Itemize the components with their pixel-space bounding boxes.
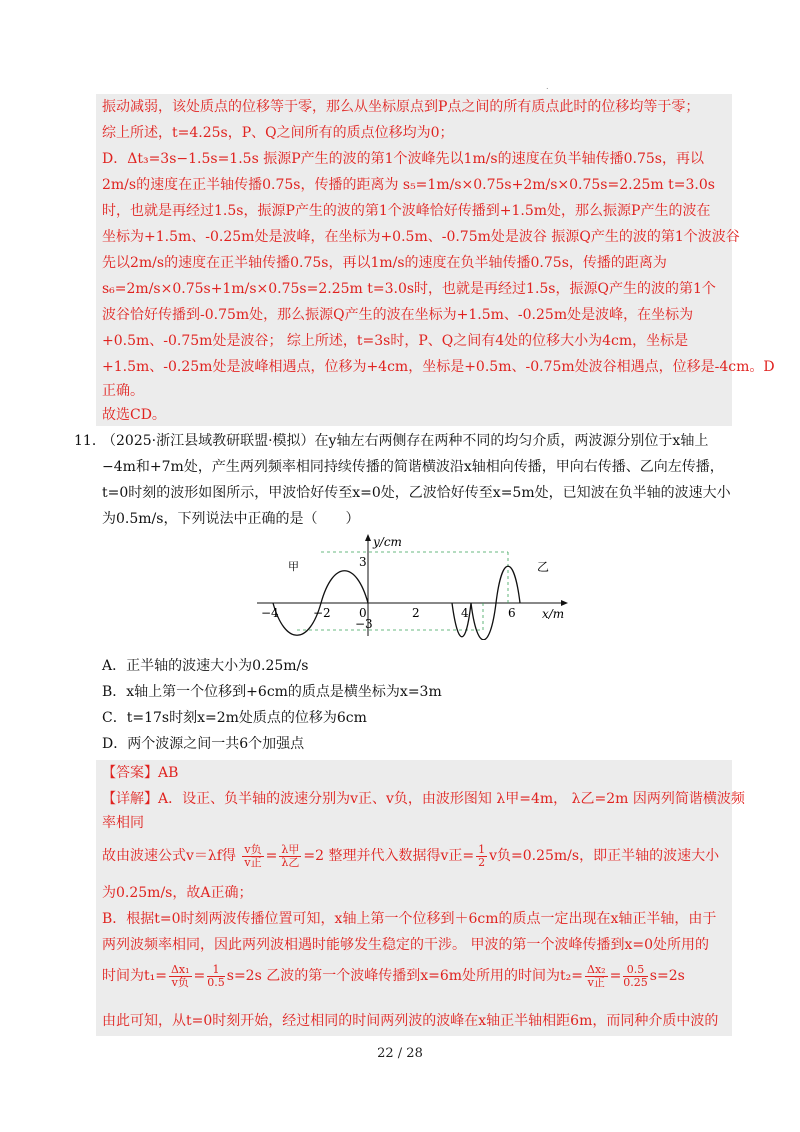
solution-line: 先以2m/s的速度在正半轴传播0.75s，再以1m/s的速度在负半轴传播0.75s，传播的距离为 — [102, 255, 667, 271]
solution-line: 坐标为+1.5m、-0.25m处是波峰，在坐标为+0.5m、-0.75m处是波谷 振源Q产生的波的第1个波波谷 — [102, 229, 740, 245]
x-tick-label: −4 — [261, 606, 279, 620]
x-tick-label: 4 — [461, 606, 469, 620]
wave-figure — [255, 532, 575, 640]
fraction: $\frac{\text{v负}}{\text{v正}}$ — [244, 842, 262, 869]
fraction: $\frac{\text{Δx₂}}{\text{v正}}$ — [587, 962, 606, 989]
analysis-formula-line: 故由波速公式v＝λf得 $\frac{\text{v负}}{\text{v正}}$ = $\frac{\text{λ甲}}{\text{λ乙}}$ =2 整理并代入数据得v正= $\frac{1}{2}$ v负=0.25m/s，即正半轴的波速大小 — [102, 842, 720, 869]
wave-right-label: 乙 — [537, 560, 550, 574]
question-stem-line: t=0时刻的波形如图所示，甲波恰好传至x=0处，乙波恰好传至x=5m处，已知波在负半轴的波速大小 — [102, 485, 731, 501]
page-number: 22 / 28 — [377, 1046, 423, 1061]
analysis-line: 由此可知，从t=0时刻开始，经过相同的时间两列波的波峰在x轴正半轴相距6m，而同种介质中波的 — [102, 1013, 719, 1029]
fraction: $\frac{1}{2}$ — [478, 842, 486, 869]
y-tick-label: −3 — [355, 617, 373, 631]
answer-label: 【答案】AB — [102, 765, 179, 781]
wave-left-label: 甲 — [288, 560, 299, 573]
option-d: D．两个波源之间一共6个加强点 — [102, 736, 305, 752]
page-marker: . — [546, 82, 549, 91]
solution-line: D．Δt₃=3s−1.5s=1.5s 振源P产生的波的第1个波峰先以1m/s的速度在负半轴传播0.75s，再以 — [102, 151, 704, 167]
solution-line: 振动减弱，该处质点的位移等于零，那么从坐标原点到P点之间的所有质点此时的位移均等于零； — [102, 99, 700, 115]
solution-line: 综上所述，t=4.25s，P、Q之间所有的质点位移均为0； — [102, 125, 454, 141]
analysis-formula-line: 时间为t₁= $\frac{\text{Δx₁}}{\text{v负}}$ = $\frac{1}{0.5}$ s=2s 乙波的第一个波峰传播到x=6m处所用的时间为t₂= $\frac{\text{Δx₂}}{\text{v正}}$ = $\frac{0.5}{0.25}$ s=2s — [102, 962, 685, 989]
option-b: B．x轴上第一个位移到+6cm的质点是横坐标为x=3m — [102, 684, 442, 700]
analysis-line: B．根据t=0时刻两波传播位置可知，x轴上第一个位移到＋6cm的质点一定出现在x轴正半轴，由于 — [102, 911, 717, 927]
question-number: 11． — [74, 433, 106, 449]
y-axis-label: y/cm — [373, 535, 402, 549]
x-tick-label: 6 — [508, 606, 516, 620]
option-a: A．正半轴的波速大小为0.25m/s — [102, 658, 309, 674]
x-axis-arrow — [561, 600, 568, 606]
question-stem-line: 为0.5m/s，下列说法中正确的是（ ） — [102, 511, 360, 527]
x-tick-label: 0 — [359, 606, 367, 620]
solution-line: 波谷恰好传播到-0.75m处，那么振源Q产生的波在坐标为+1.5m、-0.25m处是波峰，在坐标为 — [102, 307, 694, 323]
analysis-line: 【详解】A．设正、负半轴的波速分别为v正、v负，由波形图知 λ甲=4m， λ乙=2m 因两列简谐横波频 — [102, 791, 745, 807]
analysis-line: 率相同 — [102, 815, 144, 831]
option-c: C．t=17s时刻x=2m处质点的位移为6cm — [102, 710, 367, 726]
solution-line: +0.5m、-0.75m处是波谷； 综上所述，t=3s时，P、Q之间有4处的位移大小为4cm，坐标是 — [102, 333, 689, 349]
y-tick-label: 3 — [359, 555, 367, 569]
x-tick-label: −2 — [313, 606, 331, 620]
question-stem-line: −4m和+7m处，产生两列频率相同持续传播的简谐横波沿x轴相向传播，甲向右传播、乙向左传播， — [102, 459, 724, 475]
solution-line: 2m/s的速度在正半轴传播0.75s，传播的距离为 s₅=1m/s×0.75s+2m/s×0.75s=2.25m t=3.0s — [102, 177, 715, 193]
x-tick-label: 2 — [412, 606, 420, 620]
fraction: $\frac{1}{0.5}$ — [207, 962, 225, 989]
analysis-label: 【详解】 — [102, 791, 158, 807]
fraction: $\frac{\text{Δx₁}}{\text{v负}}$ — [170, 962, 190, 989]
analysis-line: 两列波频率相同，因此两列波相遇时能够发生稳定的干涉。 甲波的第一个波峰传播到x=0处所用的 — [102, 937, 709, 953]
question-stem-line: （2025·浙江县域教研联盟·模拟）在y轴左右两侧存在两种不同的均匀介质，两波源分别位于x轴上 — [102, 433, 709, 449]
x-axis-label: x/m — [542, 607, 565, 621]
solution-line: s₆=2m/s×0.75s+1m/s×0.75s=2.25m t=3.0s时，也就是再经过1.5s，振源Q产生的波的第1个 — [102, 281, 716, 297]
solution-line: 故选CD。 — [102, 407, 166, 423]
fraction: $\frac{0.5}{0.25}$ — [623, 962, 648, 989]
fraction: $\frac{\text{λ甲}}{\text{λ乙}}$ — [281, 842, 300, 869]
solution-line: 正确。 — [102, 383, 144, 399]
analysis-line: 为0.25m/s，故A正确； — [102, 885, 253, 901]
solution-line: 时，也就是再经过1.5s，振源P产生的波的第1个波峰恰好传播到+1.5m处，那么振源P产生的波在 — [102, 203, 711, 219]
solution-line: +1.5m、-0.25m处是波峰相遇点，位移为+4cm，坐标是+0.5m、-0.75m处波谷相遇点，位移是-4cm。D — [102, 359, 775, 375]
y-axis-arrow — [365, 534, 371, 541]
